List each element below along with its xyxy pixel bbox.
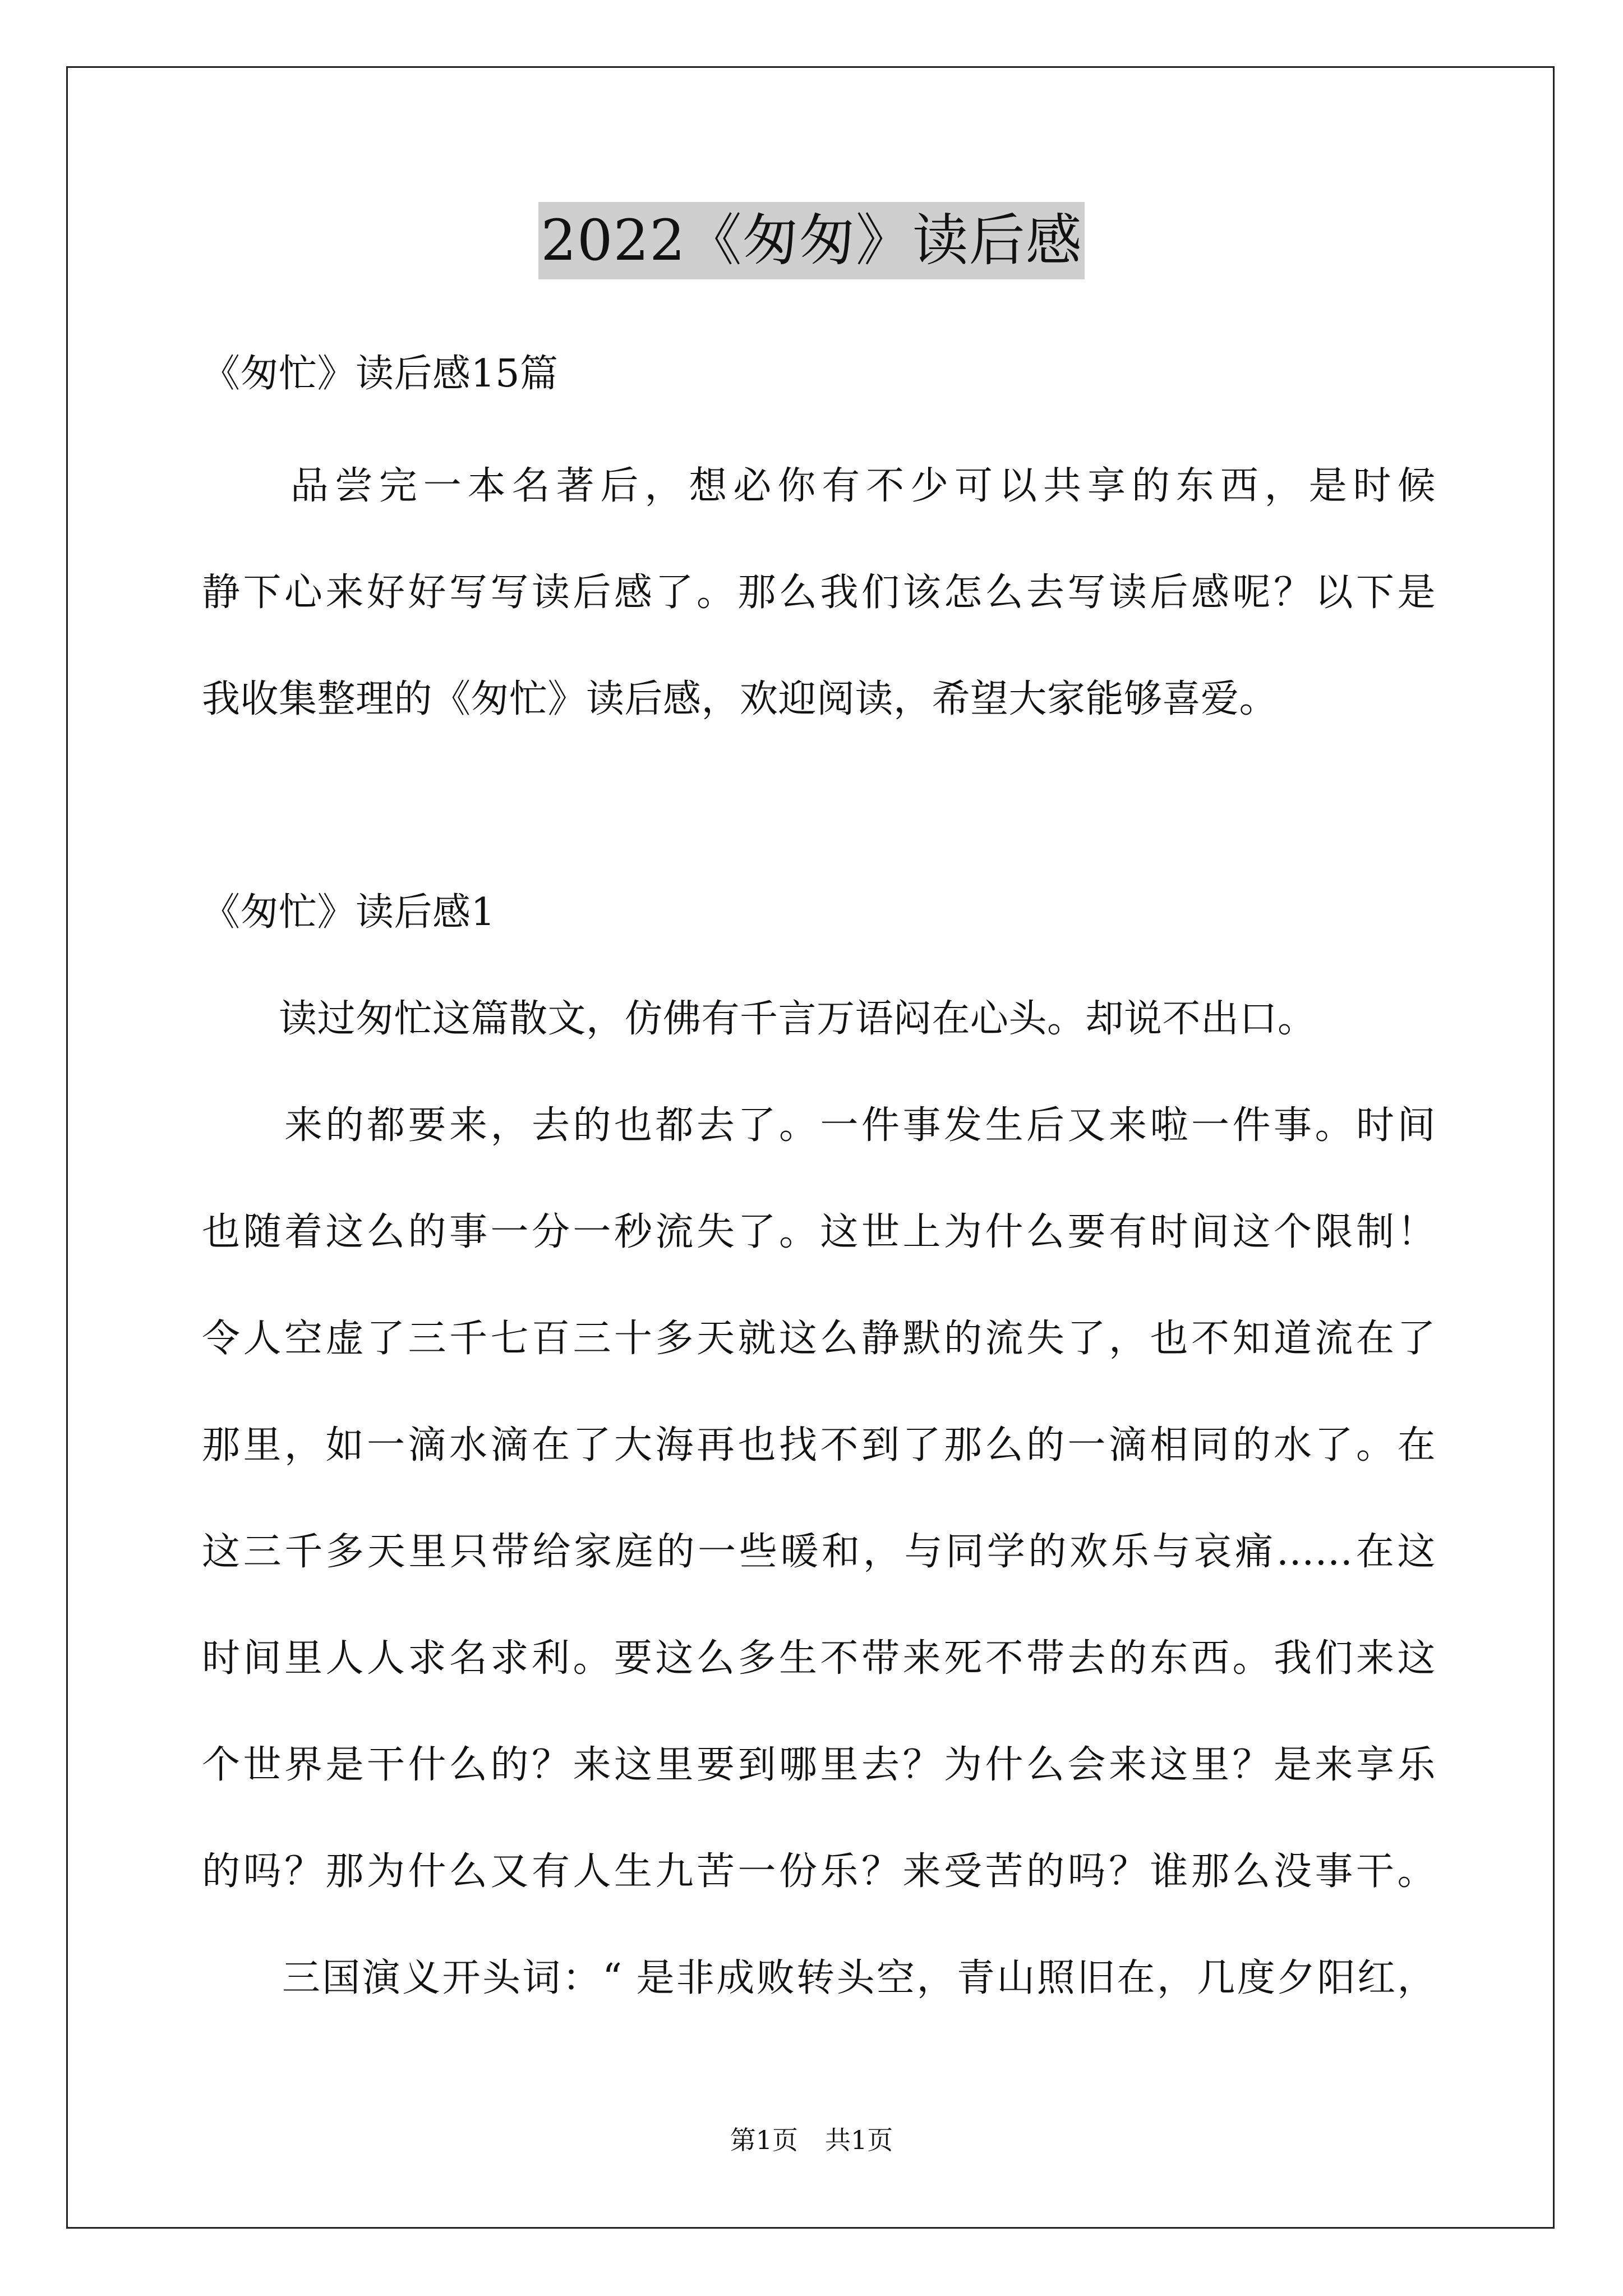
body-line-6: 这三千多天里只带给家庭的一些暖和，与同学的欢乐与哀痛……在这: [202, 1530, 1436, 1574]
title-container: [0, 202, 1623, 279]
intro-line-2: 静下心来好好写写读后感了。那么我们该怎么去写读后感呢？以下是: [202, 570, 1436, 615]
body-line-3: 也随着这么的事一分一秒流失了。这世上为什么要有时间这个限制！: [202, 1210, 1436, 1254]
intro-line-1: 品尝完一本名著后，想必你有不少可以共享的东西，是时候: [202, 464, 1436, 508]
body-line-1: 读过匆忙这篇散文，仿佛有千言万语闷在心头。却说不出口。: [202, 997, 1316, 1041]
page-footer: [0, 2123, 1623, 2157]
intro-line-3: 我收集整理的《匆忙》读后感，欢迎阅读，希望大家能够喜爱。: [202, 677, 1278, 721]
body-line-9: 的吗？那为什么又有人生九苦一份乐？来受苦的吗？谁那么没事干。: [202, 1849, 1436, 1894]
body-line-8: 个世界是干什么的？来这里要到哪里去？为什么会来这里？是来享乐: [202, 1743, 1436, 1787]
body-line-7: 时间里人人求名求利。要这么多生不带来死不带去的东西。我们来这: [202, 1636, 1436, 1681]
body-line-5: 那里，如一滴水滴在了大海再也找不到了那么的一滴相同的水了。在: [202, 1423, 1436, 1467]
body-line-10: 三国演义开头词：“ 是非成败转头空，青山照旧在，几度夕阳红，: [202, 1956, 1436, 2000]
body-line-2: 来的都要来，去的也都去了。一件事发生后又来啦一件事。时间: [202, 1103, 1436, 1148]
document-subtitle: 《匆忙》读后感15篇: [202, 352, 559, 396]
page-total: 共1页: [825, 2125, 893, 2155]
section-heading: 《匆忙》读后感1: [202, 890, 496, 935]
body-line-4: 令人空虚了三千七百三十多天就这么静默的流失了，也不知道流在了: [202, 1317, 1436, 1361]
document-title: 2022《匆匆》读后感: [538, 202, 1085, 279]
page-number: 第1页: [730, 2125, 798, 2155]
